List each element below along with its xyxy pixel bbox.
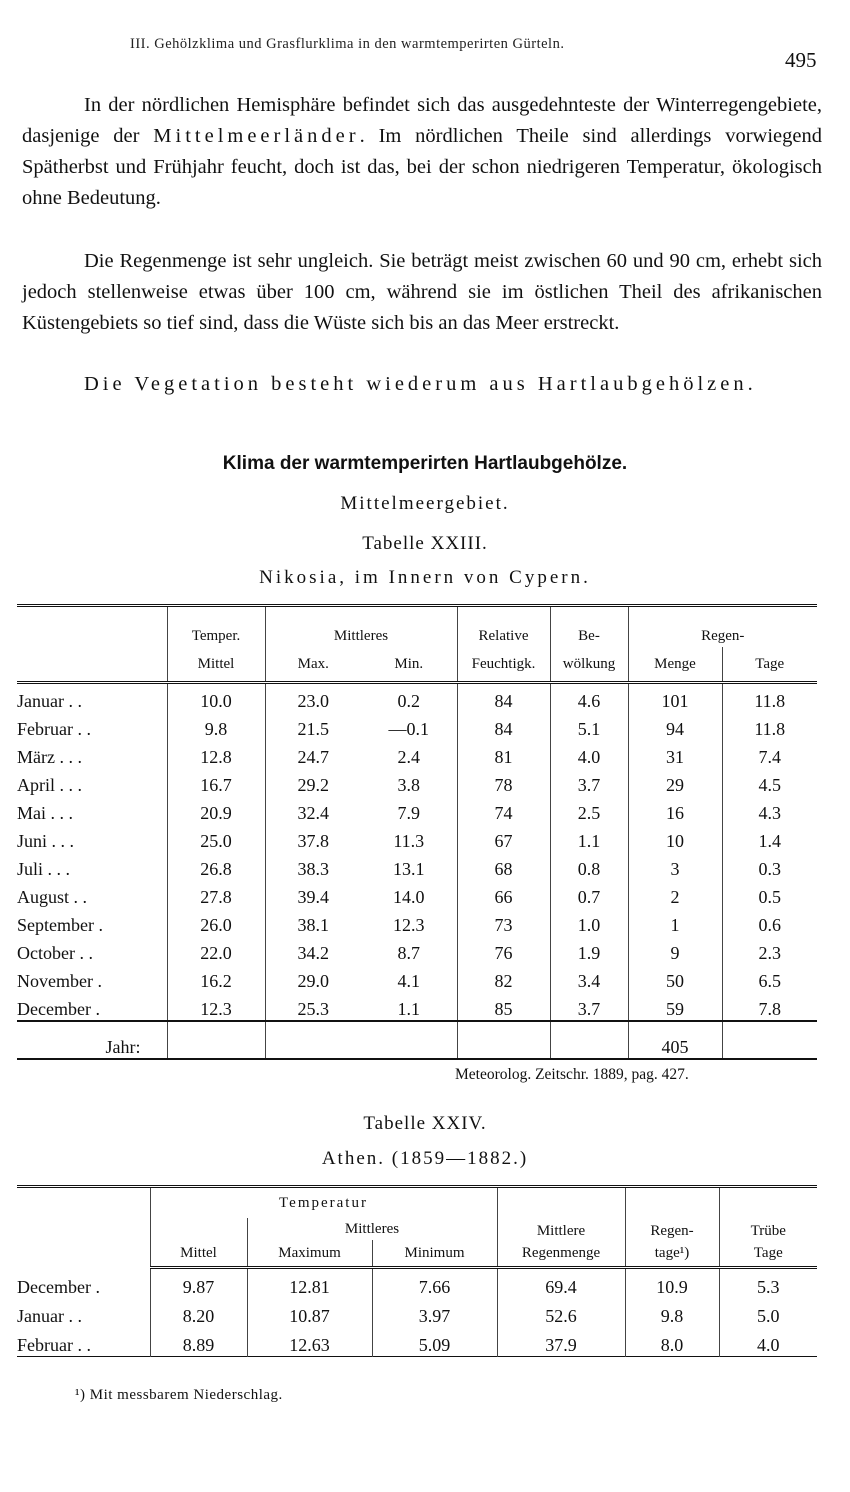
max-cell: 37.8 bbox=[265, 824, 361, 852]
rain-amount-cell: 37.9 bbox=[497, 1327, 625, 1357]
total-empty bbox=[457, 1021, 550, 1059]
max-cell: 38.3 bbox=[265, 852, 361, 880]
month-cell: Juni . . . bbox=[17, 831, 75, 851]
cloud-cell: 3.4 bbox=[550, 964, 628, 992]
paragraph-1-emphasis: Mittelmeerländer bbox=[153, 125, 360, 147]
min-cell: 3.8 bbox=[397, 775, 420, 795]
humidity-cell: 84 bbox=[457, 683, 550, 713]
max-cell: 23.0 bbox=[265, 683, 361, 713]
min-cell: 1.1 bbox=[361, 992, 457, 1021]
cloud-cell: 4.0 bbox=[550, 740, 628, 768]
header-maximum: Maximum bbox=[247, 1240, 372, 1268]
cloud-cell: 3.7 bbox=[550, 768, 628, 796]
min-cell: 14.0 bbox=[393, 887, 425, 907]
temperature-cell: 20.9 bbox=[167, 796, 265, 824]
temperature-cell: 22.0 bbox=[167, 936, 265, 964]
table-row bbox=[17, 992, 817, 1021]
min-cell: 3.97 bbox=[372, 1298, 497, 1327]
mean-temp-cell: 8.20 bbox=[150, 1298, 247, 1327]
header-mittel: Mittel bbox=[150, 1240, 247, 1268]
cloud-cell: 2.5 bbox=[550, 796, 628, 824]
min-cell: 2.4 bbox=[397, 747, 420, 767]
table-row bbox=[17, 768, 817, 796]
section-title: Klima der warmtemperirten Hartlaubgehölze. bbox=[222, 453, 628, 474]
rain-days-cell: 4.5 bbox=[722, 768, 817, 796]
month-cell: October . . bbox=[17, 943, 93, 963]
month-cell: Februar . . bbox=[17, 1335, 91, 1355]
min-cell: 8.7 bbox=[397, 943, 420, 963]
header-temperatur: Temperatur bbox=[150, 1187, 497, 1219]
rain-days-cell: 11.8 bbox=[722, 683, 817, 713]
cloud-cell: 0.7 bbox=[550, 880, 628, 908]
table-row bbox=[17, 683, 817, 713]
table-row bbox=[17, 936, 817, 964]
max-cell: 21.5 bbox=[265, 712, 361, 740]
rain-days-cell: 6.5 bbox=[722, 964, 817, 992]
header-menge: Menge bbox=[628, 647, 722, 683]
humidity-cell: 73 bbox=[457, 908, 550, 936]
rain-amount-cell: 10 bbox=[628, 824, 722, 852]
header-blank-2 bbox=[17, 647, 167, 683]
min-cell: 5.09 bbox=[372, 1327, 497, 1357]
temperature-cell: 26.0 bbox=[167, 908, 265, 936]
temperature-cell: 26.8 bbox=[167, 852, 265, 880]
total-empty bbox=[550, 1021, 628, 1059]
mean-temp-cell: 8.89 bbox=[150, 1327, 247, 1357]
header-regenmenge-top: Mittlere bbox=[497, 1187, 625, 1241]
rain-amount-cell: 3 bbox=[628, 852, 722, 880]
month-cell: September . bbox=[17, 915, 103, 935]
table-row bbox=[17, 1298, 817, 1327]
min-cell: 0.2 bbox=[397, 691, 420, 711]
temperature-cell: 9.8 bbox=[167, 712, 265, 740]
table-row bbox=[17, 880, 817, 908]
header-minimum: Minimum bbox=[372, 1240, 497, 1268]
cloud-cell: 4.6 bbox=[550, 683, 628, 713]
humidity-cell: 81 bbox=[457, 740, 550, 768]
rain-days-cell: 0.5 bbox=[722, 880, 817, 908]
running-title: III. Gehölzklima und Grasflurklima in den warmtemperirten Gürteln. bbox=[130, 36, 565, 52]
table-row bbox=[17, 740, 817, 768]
total-empty bbox=[361, 1021, 457, 1059]
rain-amount-cell: 69.4 bbox=[497, 1268, 625, 1299]
min-cell: 7.66 bbox=[372, 1268, 497, 1299]
table-row bbox=[17, 1268, 817, 1299]
header-blank bbox=[17, 606, 167, 648]
header-truebe-top: Trübe bbox=[719, 1187, 817, 1241]
rain-amount-cell: 94 bbox=[628, 712, 722, 740]
header-blank bbox=[150, 1218, 247, 1240]
table-row bbox=[17, 908, 817, 936]
table-23-place: Nikosia, im Innern von Cypern. bbox=[259, 567, 591, 588]
month-cell: Juli . . . bbox=[17, 859, 71, 879]
header-max: Max. bbox=[265, 647, 361, 683]
rain-days-cell: 9.8 bbox=[625, 1298, 719, 1327]
cloud-cell: 1.0 bbox=[550, 908, 628, 936]
temperature-cell: 27.8 bbox=[167, 880, 265, 908]
header-tage: Tage bbox=[722, 647, 817, 683]
table-24-caption: Tabelle XXIV. bbox=[363, 1113, 487, 1134]
month-cell: Februar . . bbox=[17, 719, 91, 739]
min-cell: —0.1 bbox=[388, 719, 429, 739]
month-cell: December . bbox=[17, 1277, 100, 1297]
header-mittleres: Mittleres bbox=[265, 606, 457, 648]
climate-table-nikosia bbox=[17, 604, 817, 1060]
month-cell: April . . . bbox=[17, 775, 82, 795]
total-label: Jahr: bbox=[105, 1037, 141, 1057]
humidity-cell: 85 bbox=[457, 992, 550, 1021]
page-number: 495 bbox=[785, 48, 817, 72]
header-regenmenge: Regenmenge bbox=[497, 1240, 625, 1268]
humidity-cell: 76 bbox=[457, 936, 550, 964]
header-regen: Regen- bbox=[628, 606, 817, 648]
max-cell: 39.4 bbox=[265, 880, 361, 908]
rain-amount-cell: 16 bbox=[628, 796, 722, 824]
max-cell: 34.2 bbox=[265, 936, 361, 964]
month-cell: December . bbox=[17, 992, 167, 1021]
table-row bbox=[17, 796, 817, 824]
table-row bbox=[17, 824, 817, 852]
max-cell: 25.3 bbox=[265, 992, 361, 1021]
header-mittleres: Mittleres bbox=[247, 1218, 497, 1240]
overcast-days-cell: 4.0 bbox=[719, 1327, 817, 1357]
cloud-cell: 0.8 bbox=[550, 852, 628, 880]
humidity-cell: 68 bbox=[457, 852, 550, 880]
max-cell: 10.87 bbox=[247, 1298, 372, 1327]
footnote: ¹) Mit messbarem Niederschlag. bbox=[75, 1387, 283, 1403]
paragraph-2: Die Regenmenge ist sehr ungleich. Sie beträgt meist zwischen 60 und 90 cm, erhebt sich jedoch stellenweise etwas über 100 cm, während sie im östlichen Theil des afrikanischen Küstengebiets so tief sind, dass die Wüste sich bis an das Meer erstreckt. bbox=[22, 250, 822, 334]
rain-amount-cell: 101 bbox=[628, 683, 722, 713]
month-cell: November . bbox=[17, 971, 102, 991]
header-blank bbox=[17, 1187, 150, 1268]
table-row bbox=[17, 852, 817, 880]
min-cell: 7.9 bbox=[397, 803, 420, 823]
max-cell: 24.7 bbox=[265, 740, 361, 768]
header-truebe: Tage bbox=[719, 1240, 817, 1268]
region-title: Mittelmeergebiet. bbox=[340, 493, 510, 514]
cloud-cell: 5.1 bbox=[550, 712, 628, 740]
rain-amount-cell: 9 bbox=[628, 936, 722, 964]
header-min: Min. bbox=[361, 647, 457, 683]
rain-amount-cell: 1 bbox=[628, 908, 722, 936]
cloud-cell: 3.7 bbox=[550, 992, 628, 1021]
overcast-days-cell: 5.3 bbox=[719, 1268, 817, 1299]
rain-days-cell: 7.4 bbox=[722, 740, 817, 768]
max-cell: 38.1 bbox=[265, 908, 361, 936]
climate-table-athen bbox=[17, 1185, 817, 1357]
min-cell: 11.3 bbox=[393, 831, 425, 851]
header-bewoelkung: wölkung bbox=[550, 647, 628, 683]
paragraph-1-end: . Im nördlichen Theile sind allerdings vorwiegend Spätherbst und Frühjahr feucht, doch ist das, bei der schon niedrigeren Temperatur, ökologisch ohne Bedeutung. bbox=[22, 125, 822, 209]
min-cell: 4.1 bbox=[397, 971, 420, 991]
total-menge: 405 bbox=[628, 1021, 722, 1059]
total-empty bbox=[722, 1021, 817, 1059]
month-cell: Januar . . bbox=[17, 691, 82, 711]
humidity-cell: 82 bbox=[457, 964, 550, 992]
rain-amount-cell: 52.6 bbox=[497, 1298, 625, 1327]
max-cell: 12.63 bbox=[247, 1327, 372, 1357]
temperature-cell: 25.0 bbox=[167, 824, 265, 852]
table-row bbox=[17, 712, 817, 740]
rain-days-cell: 2.3 bbox=[722, 936, 817, 964]
humidity-cell: 84 bbox=[457, 712, 550, 740]
temperature-cell: 16.7 bbox=[167, 768, 265, 796]
rain-amount-cell: 31 bbox=[628, 740, 722, 768]
month-cell: Januar . . bbox=[17, 1306, 82, 1326]
temperature-cell: 10.0 bbox=[167, 683, 265, 713]
rain-days-cell: 10.9 bbox=[625, 1268, 719, 1299]
rain-days-cell: 0.3 bbox=[722, 852, 817, 880]
min-cell: 12.3 bbox=[393, 915, 425, 935]
header-mittel: Mittel bbox=[167, 647, 265, 683]
header-temper: Temper. bbox=[167, 606, 265, 648]
paragraph-1-start: In der nördlichen Hemisphäre befindet sich das ausgedehnteste der Winterregengebiete, dasjenige der bbox=[22, 94, 822, 147]
max-cell: 12.81 bbox=[247, 1268, 372, 1299]
total-empty bbox=[167, 1021, 265, 1059]
rain-amount-cell: 50 bbox=[628, 964, 722, 992]
humidity-cell: 66 bbox=[457, 880, 550, 908]
table-row bbox=[17, 964, 817, 992]
rain-days-cell: 11.8 bbox=[722, 712, 817, 740]
max-cell: 29.2 bbox=[265, 768, 361, 796]
temperature-cell: 16.2 bbox=[167, 964, 265, 992]
humidity-cell: 78 bbox=[457, 768, 550, 796]
table-23-caption: Tabelle XXIII. bbox=[362, 533, 488, 554]
rain-amount-cell: 2 bbox=[628, 880, 722, 908]
rain-days-cell: 0.6 bbox=[722, 908, 817, 936]
table-row bbox=[17, 1327, 817, 1357]
paragraph-1 bbox=[22, 90, 822, 214]
header-regentage: tage¹) bbox=[625, 1240, 719, 1268]
table-24-place: Athen. (1859—1882.) bbox=[321, 1148, 529, 1169]
rain-days-cell: 1.4 bbox=[722, 824, 817, 852]
cloud-cell: 1.9 bbox=[550, 936, 628, 964]
rain-days-cell: 4.3 bbox=[722, 796, 817, 824]
paragraph-3: Die Vegetation besteht wiederum aus Hartlaubgehölzen. bbox=[84, 373, 757, 395]
header-feuchtigkeit: Feuchtigk. bbox=[457, 647, 550, 683]
max-cell: 29.0 bbox=[265, 964, 361, 992]
cloud-cell: 1.1 bbox=[550, 824, 628, 852]
mean-temp-cell: 9.87 bbox=[150, 1268, 247, 1299]
header-bewoelkung-top: Be- bbox=[550, 606, 628, 648]
table-23-source: Meteorolog. Zeitschr. 1889, pag. 427. bbox=[455, 1066, 689, 1083]
rain-days-cell: 7.8 bbox=[722, 992, 817, 1021]
humidity-cell: 74 bbox=[457, 796, 550, 824]
month-cell: März . . . bbox=[17, 747, 82, 767]
humidity-cell: 67 bbox=[457, 824, 550, 852]
month-cell: Mai . . . bbox=[17, 803, 73, 823]
rain-amount-cell: 59 bbox=[628, 992, 722, 1021]
overcast-days-cell: 5.0 bbox=[719, 1298, 817, 1327]
month-cell: August . . bbox=[17, 887, 88, 907]
header-regentage-top: Regen- bbox=[625, 1187, 719, 1241]
max-cell: 32.4 bbox=[265, 796, 361, 824]
rain-days-cell: 8.0 bbox=[625, 1327, 719, 1357]
temperature-cell: 12.8 bbox=[167, 740, 265, 768]
total-empty bbox=[265, 1021, 361, 1059]
temperature-cell: 12.3 bbox=[167, 992, 265, 1021]
rain-amount-cell: 29 bbox=[628, 768, 722, 796]
header-relative: Relative bbox=[457, 606, 550, 648]
min-cell: 13.1 bbox=[393, 859, 425, 879]
